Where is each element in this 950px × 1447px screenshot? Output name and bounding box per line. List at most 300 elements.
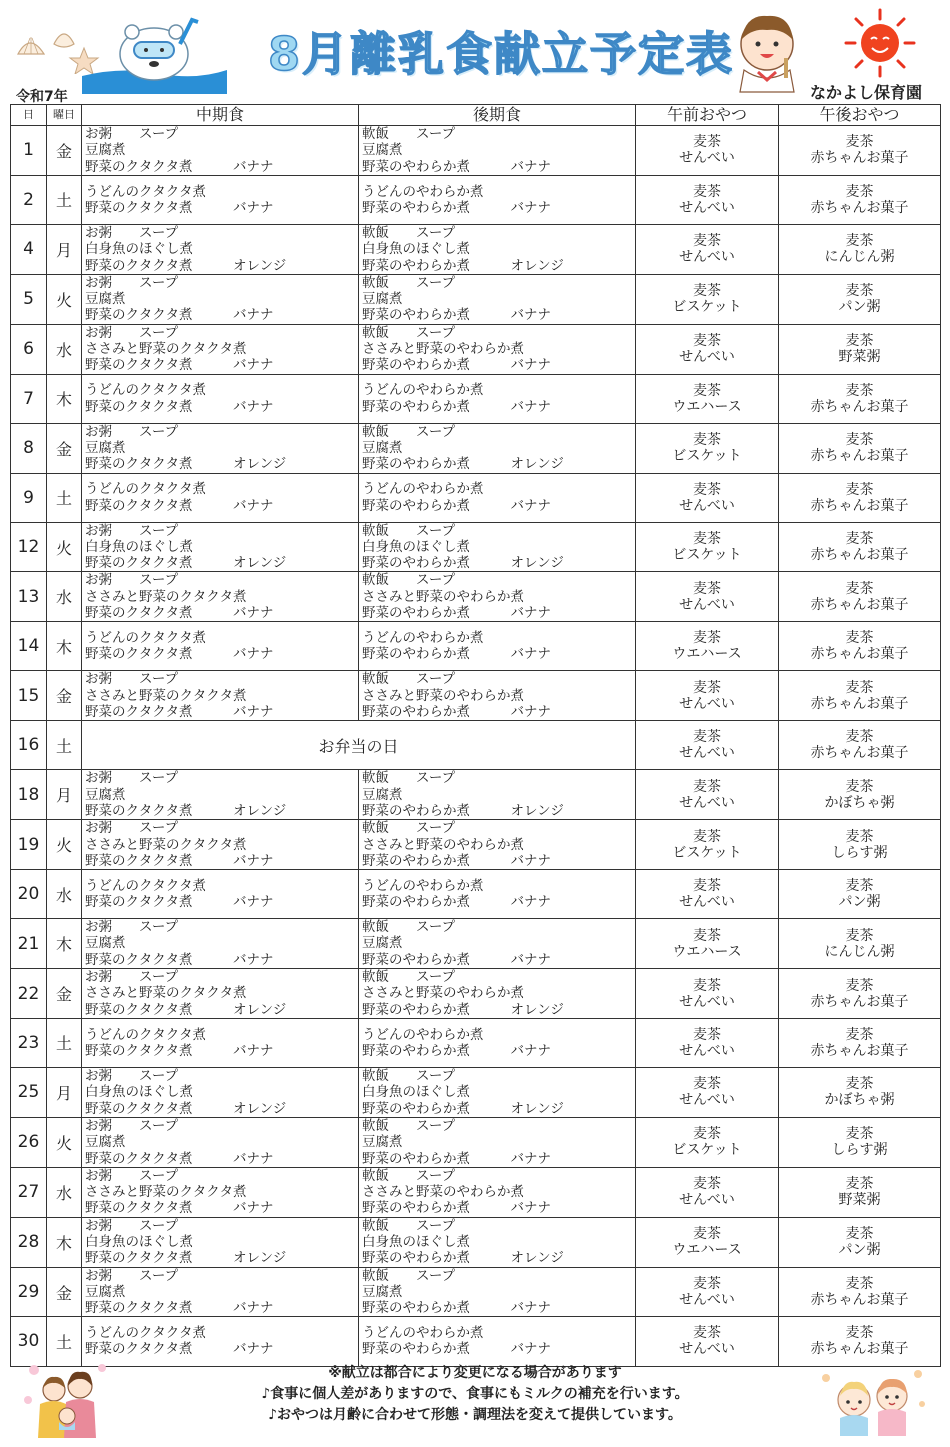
meal-line: 軟飯 スープ bbox=[362, 671, 456, 688]
meal-line: 豆腐煮 bbox=[362, 291, 403, 308]
weekday-cell: 金 bbox=[47, 969, 82, 1019]
snack-line: 麦茶 bbox=[693, 1226, 721, 1243]
meal-line: うどんのクタクタ煮 bbox=[85, 481, 206, 498]
meal-line: 野菜のやわらか煮 オレンジ bbox=[362, 555, 564, 572]
meal-line: 野菜のやわらか煮 オレンジ bbox=[362, 456, 564, 473]
weekday-cell: 月 bbox=[47, 770, 82, 820]
table-row bbox=[11, 224, 941, 274]
snack-line: せんべい bbox=[679, 794, 735, 811]
day-cell: 26 bbox=[11, 1117, 47, 1167]
snack-line: ウエハース bbox=[672, 1242, 742, 1259]
weekday-cell: 水 bbox=[47, 870, 82, 919]
pm-snack-cell bbox=[779, 374, 941, 423]
polar-bear-snorkel-icon bbox=[82, 14, 232, 94]
meal-line: 軟飯 スープ bbox=[362, 919, 456, 936]
weekday-cell: 水 bbox=[47, 324, 82, 374]
am-snack-cell bbox=[636, 175, 779, 224]
am-snack-cell bbox=[636, 721, 779, 770]
table-row bbox=[11, 274, 941, 324]
meal-line: お粥 スープ bbox=[85, 919, 179, 936]
late-stage-meal-cell bbox=[359, 1018, 636, 1067]
snack-line: 麦茶 bbox=[845, 333, 874, 350]
snack-line: 麦茶 bbox=[693, 283, 721, 300]
meal-line: 豆腐煮 bbox=[362, 1283, 403, 1300]
girl-eating-icon bbox=[722, 6, 812, 96]
late-stage-meal-cell bbox=[359, 1267, 636, 1317]
day-cell: 19 bbox=[11, 820, 47, 870]
meal-line: 野菜のやわらか煮 バナナ bbox=[362, 605, 551, 622]
smiling-sun-icon bbox=[840, 8, 920, 78]
meal-line: 野菜のやわらか煮 オレンジ bbox=[362, 802, 564, 819]
meal-line: 豆腐煮 bbox=[85, 1283, 126, 1300]
late-stage-meal-cell bbox=[359, 1117, 636, 1167]
day-cell: 8 bbox=[11, 423, 47, 473]
day-cell: 13 bbox=[11, 572, 47, 622]
meal-line: うどんのやわらか煮 bbox=[362, 382, 484, 399]
meal-line: うどんのやわらか煮 bbox=[362, 877, 484, 894]
table-row bbox=[11, 374, 941, 423]
snack-line: 麦茶 bbox=[693, 481, 721, 498]
meal-line: ささみと野菜のクタクタ煮 bbox=[85, 985, 247, 1002]
snack-line: 麦茶 bbox=[845, 679, 874, 696]
am-snack-cell bbox=[636, 1068, 779, 1118]
meal-line: 軟飯 スープ bbox=[362, 770, 456, 787]
table-row bbox=[11, 1117, 941, 1167]
meal-line: ささみと野菜のやわらか煮 bbox=[362, 985, 524, 1002]
meal-line: 豆腐煮 bbox=[85, 142, 126, 159]
middle-stage-meal-cell bbox=[82, 820, 359, 870]
late-stage-meal-cell bbox=[359, 770, 636, 820]
day-cell: 23 bbox=[11, 1018, 47, 1067]
snack-line: 赤ちゃんお菓子 bbox=[810, 448, 909, 465]
snack-line: 麦茶 bbox=[845, 183, 874, 200]
snack-line: 麦茶 bbox=[693, 1126, 721, 1143]
snack-line: ビスケット bbox=[672, 547, 742, 564]
meal-line: 野菜のクタクタ煮 バナナ bbox=[85, 605, 274, 622]
snack-line: 麦茶 bbox=[693, 1176, 721, 1193]
meal-line: 野菜のやわらか煮 バナナ bbox=[362, 307, 551, 324]
day-cell: 27 bbox=[11, 1167, 47, 1217]
table-row bbox=[11, 324, 941, 374]
middle-stage-meal-cell bbox=[82, 473, 359, 522]
meal-line: 白身魚のほぐし煮 bbox=[362, 241, 470, 258]
meal-line: ささみと野菜のクタクタ煮 bbox=[85, 1184, 247, 1201]
weekday-cell: 土 bbox=[47, 175, 82, 224]
meal-line: 野菜のやわらか煮 バナナ bbox=[362, 1200, 551, 1217]
am-snack-cell bbox=[636, 919, 779, 969]
day-cell: 1 bbox=[11, 126, 47, 176]
meal-line: 軟飯 スープ bbox=[362, 1267, 456, 1284]
snack-line: ビスケット bbox=[672, 844, 742, 861]
weekday-cell: 土 bbox=[47, 1018, 82, 1067]
am-snack-cell bbox=[636, 1217, 779, 1267]
weekday-cell: 月 bbox=[47, 224, 82, 274]
late-stage-meal-cell bbox=[359, 671, 636, 721]
snack-line: 赤ちゃんお菓子 bbox=[810, 1341, 909, 1358]
middle-stage-meal-cell bbox=[82, 1018, 359, 1067]
snack-line: 麦茶 bbox=[693, 1325, 721, 1342]
table-row bbox=[11, 870, 941, 919]
snack-line: 赤ちゃんお菓子 bbox=[810, 1042, 909, 1059]
late-stage-meal-cell bbox=[359, 622, 636, 671]
weekday-cell: 水 bbox=[47, 572, 82, 622]
snack-line: 赤ちゃんお菓子 bbox=[810, 993, 909, 1010]
day-cell: 18 bbox=[11, 770, 47, 820]
middle-stage-meal-cell bbox=[82, 175, 359, 224]
middle-stage-meal-cell bbox=[82, 374, 359, 423]
meal-line: 豆腐煮 bbox=[362, 439, 403, 456]
table-row bbox=[11, 1068, 941, 1118]
snack-line: 麦茶 bbox=[845, 233, 874, 250]
snack-line: 麦茶 bbox=[845, 1026, 874, 1043]
late-stage-meal-cell bbox=[359, 324, 636, 374]
meal-line: 野菜のクタクタ煮 バナナ bbox=[85, 307, 274, 324]
late-stage-meal-cell bbox=[359, 126, 636, 176]
meal-line: ささみと野菜のクタクタ煮 bbox=[85, 836, 247, 853]
snack-line: せんべい bbox=[679, 894, 735, 911]
weekday-cell: 土 bbox=[47, 1317, 82, 1366]
am-snack-cell bbox=[636, 969, 779, 1019]
snack-line: 赤ちゃんお菓子 bbox=[810, 199, 909, 216]
am-snack-cell bbox=[636, 572, 779, 622]
snack-line: かぼちゃ粥 bbox=[824, 794, 895, 811]
middle-stage-meal-cell bbox=[82, 671, 359, 721]
late-stage-meal-cell bbox=[359, 473, 636, 522]
meal-line: 野菜のクタクタ煮 バナナ bbox=[85, 158, 274, 175]
snack-line: 麦茶 bbox=[845, 778, 874, 795]
day-cell: 29 bbox=[11, 1267, 47, 1317]
weekday-cell: 土 bbox=[47, 473, 82, 522]
weekday-cell: 木 bbox=[47, 622, 82, 671]
snack-line: ビスケット bbox=[672, 299, 742, 316]
pm-snack-cell bbox=[779, 522, 941, 572]
meal-line: 野菜のクタクタ煮 オレンジ bbox=[85, 1001, 287, 1018]
am-snack-cell bbox=[636, 522, 779, 572]
late-stage-meal-cell bbox=[359, 175, 636, 224]
meal-line: 野菜のクタクタ煮 バナナ bbox=[85, 646, 274, 663]
bento-day-cell: お弁当の日 bbox=[82, 721, 636, 770]
snack-line: 麦茶 bbox=[693, 1076, 721, 1093]
meal-line: 豆腐煮 bbox=[85, 1134, 126, 1151]
snack-line: しらす粥 bbox=[831, 1142, 888, 1159]
meal-line: 野菜のやわらか煮 オレンジ bbox=[362, 1001, 564, 1018]
meal-line: 野菜のクタクタ煮 バナナ bbox=[85, 497, 274, 514]
table-row bbox=[11, 423, 941, 473]
weekday-cell: 水 bbox=[47, 1167, 82, 1217]
meal-line: 軟飯 スープ bbox=[362, 1117, 456, 1134]
snack-line: せんべい bbox=[679, 1341, 735, 1358]
meal-line: 豆腐煮 bbox=[362, 142, 403, 159]
meal-line: 豆腐煮 bbox=[85, 935, 126, 952]
meal-line: 野菜のクタクタ煮 バナナ bbox=[85, 1341, 274, 1358]
snack-line: 麦茶 bbox=[693, 828, 721, 845]
table-row bbox=[11, 175, 941, 224]
pm-snack-cell bbox=[779, 1167, 941, 1217]
snack-line: 麦茶 bbox=[693, 183, 721, 200]
meal-line: 野菜のやわらか煮 バナナ bbox=[362, 1042, 551, 1059]
meal-line: 野菜のクタクタ煮 バナナ bbox=[85, 1042, 274, 1059]
meal-line: うどんのクタクタ煮 bbox=[85, 630, 206, 647]
day-cell: 22 bbox=[11, 969, 47, 1019]
snack-line: 麦茶 bbox=[845, 432, 874, 449]
meal-line: 野菜のクタクタ煮 バナナ bbox=[85, 199, 274, 216]
menu-table-body bbox=[11, 126, 941, 1367]
meal-line: 野菜のクタクタ煮 バナナ bbox=[85, 1200, 274, 1217]
table-row bbox=[11, 919, 941, 969]
middle-stage-meal-cell bbox=[82, 274, 359, 324]
middle-stage-meal-cell bbox=[82, 224, 359, 274]
middle-stage-meal-cell bbox=[82, 622, 359, 671]
note-line: ※献立は都合により変更になる場合があります bbox=[328, 1365, 622, 1381]
meal-line: ささみと野菜のクタクタ煮 bbox=[85, 341, 247, 358]
day-cell: 30 bbox=[11, 1317, 47, 1366]
snack-line: 麦茶 bbox=[845, 1226, 874, 1243]
am-snack-cell bbox=[636, 274, 779, 324]
snack-line: せんべい bbox=[679, 1092, 735, 1109]
meal-line: 白身魚のほぐし煮 bbox=[85, 241, 193, 258]
meal-line: 野菜のクタクタ煮 バナナ bbox=[85, 1150, 274, 1167]
column-header-dow: 曜日 bbox=[47, 105, 82, 126]
table-row bbox=[11, 820, 941, 870]
meal-line: うどんのやわらか煮 bbox=[362, 183, 484, 200]
meal-line: 軟飯 スープ bbox=[362, 572, 456, 589]
weekday-cell: 火 bbox=[47, 522, 82, 572]
meal-line: 豆腐煮 bbox=[85, 291, 126, 308]
day-cell: 25 bbox=[11, 1068, 47, 1118]
snack-line: パン粥 bbox=[838, 894, 881, 911]
meal-line: 野菜のやわらか煮 バナナ bbox=[362, 497, 551, 514]
snack-line: 赤ちゃんお菓子 bbox=[810, 596, 909, 613]
meal-line: 野菜のやわらか煮 バナナ bbox=[362, 646, 551, 663]
late-stage-meal-cell bbox=[359, 522, 636, 572]
late-stage-meal-cell bbox=[359, 1167, 636, 1217]
late-stage-meal-cell bbox=[359, 919, 636, 969]
pm-snack-cell bbox=[779, 1217, 941, 1267]
late-stage-meal-cell bbox=[359, 1068, 636, 1118]
meal-line: 軟飯 スープ bbox=[362, 224, 456, 241]
pm-snack-cell bbox=[779, 770, 941, 820]
table-row bbox=[11, 1267, 941, 1317]
snack-line: 麦茶 bbox=[693, 233, 721, 250]
snack-line: 麦茶 bbox=[845, 1325, 874, 1342]
snack-line: 麦茶 bbox=[845, 927, 874, 944]
meal-line: 軟飯 スープ bbox=[362, 1217, 456, 1234]
snack-line: 麦茶 bbox=[693, 679, 721, 696]
meal-line: うどんのやわらか煮 bbox=[362, 630, 484, 647]
late-stage-meal-cell bbox=[359, 572, 636, 622]
meal-line: 豆腐煮 bbox=[85, 786, 126, 803]
snack-line: 麦茶 bbox=[845, 977, 874, 994]
table-row bbox=[11, 721, 941, 770]
snack-line: ウエハース bbox=[672, 646, 742, 663]
day-cell: 7 bbox=[11, 374, 47, 423]
meal-line: 豆腐煮 bbox=[85, 439, 126, 456]
day-cell: 20 bbox=[11, 870, 47, 919]
meal-line: 野菜のクタクタ煮 バナナ bbox=[85, 951, 274, 968]
pm-snack-cell bbox=[779, 622, 941, 671]
meal-line: 白身魚のほぐし煮 bbox=[362, 1084, 470, 1101]
snack-line: 麦茶 bbox=[693, 531, 721, 548]
snack-line: せんべい bbox=[679, 1192, 735, 1209]
meal-line: ささみと野菜のクタクタ煮 bbox=[85, 588, 247, 605]
snack-line: ウエハース bbox=[672, 398, 742, 415]
am-snack-cell bbox=[636, 423, 779, 473]
meal-line: うどんのクタクタ煮 bbox=[85, 183, 206, 200]
snack-line: 麦茶 bbox=[693, 878, 721, 895]
snack-line: 赤ちゃんお菓子 bbox=[810, 695, 909, 712]
meal-line: 野菜のやわらか煮 バナナ bbox=[362, 357, 551, 374]
day-cell: 28 bbox=[11, 1217, 47, 1267]
snack-line: 麦茶 bbox=[845, 1076, 874, 1093]
snack-line: 麦茶 bbox=[845, 828, 874, 845]
note-line: ♪食事に個人差がありますので、食事にもミルクの補充を行います。 bbox=[261, 1386, 689, 1402]
meal-line: 野菜のやわらか煮 バナナ bbox=[362, 894, 551, 911]
meal-line: うどんのやわらか煮 bbox=[362, 1325, 484, 1342]
era-label: 令和7年 bbox=[16, 89, 68, 105]
snack-line: 麦茶 bbox=[693, 580, 721, 597]
meal-line: 野菜のクタクタ煮 バナナ bbox=[85, 852, 274, 869]
pm-snack-cell bbox=[779, 1267, 941, 1317]
meal-line: 野菜のクタクタ煮 バナナ bbox=[85, 398, 274, 415]
meal-line: うどんのクタクタ煮 bbox=[85, 382, 206, 399]
am-snack-cell bbox=[636, 870, 779, 919]
day-cell: 14 bbox=[11, 622, 47, 671]
late-stage-meal-cell bbox=[359, 1217, 636, 1267]
meal-line: うどんのやわらか煮 bbox=[362, 1026, 484, 1043]
meal-line: 野菜のやわらか煮 オレンジ bbox=[362, 257, 564, 274]
meal-line: うどんのクタクタ煮 bbox=[85, 877, 206, 894]
column-header-am-snack: 午前おやつ bbox=[636, 105, 779, 126]
snack-line: 野菜粥 bbox=[838, 1192, 881, 1209]
middle-stage-meal-cell bbox=[82, 1117, 359, 1167]
table-row bbox=[11, 126, 941, 176]
pm-snack-cell bbox=[779, 175, 941, 224]
day-cell: 21 bbox=[11, 919, 47, 969]
late-stage-meal-cell bbox=[359, 224, 636, 274]
weekday-cell: 金 bbox=[47, 1267, 82, 1317]
meal-line: お粥 スープ bbox=[85, 1217, 179, 1234]
weekday-cell: 土 bbox=[47, 721, 82, 770]
snack-line: 麦茶 bbox=[845, 1176, 874, 1193]
snack-line: パン粥 bbox=[838, 299, 881, 316]
meal-line: お粥 スープ bbox=[85, 126, 179, 142]
am-snack-cell bbox=[636, 671, 779, 721]
meal-line: 軟飯 スープ bbox=[362, 126, 456, 142]
table-row bbox=[11, 969, 941, 1019]
snack-line: しらす粥 bbox=[831, 844, 888, 861]
snack-line: 麦茶 bbox=[693, 333, 721, 350]
am-snack-cell bbox=[636, 1267, 779, 1317]
meal-line: 野菜のやわらか煮 オレンジ bbox=[362, 1250, 564, 1267]
footer-notes bbox=[215, 1363, 735, 1426]
meal-line: 白身魚のほぐし煮 bbox=[362, 1233, 470, 1250]
weekday-cell: 火 bbox=[47, 1117, 82, 1167]
meal-line: 野菜のクタクタ煮 オレンジ bbox=[85, 555, 287, 572]
meal-line: ささみと野菜のやわらか煮 bbox=[362, 341, 524, 358]
snack-line: 麦茶 bbox=[845, 878, 874, 895]
meal-line: 白身魚のほぐし煮 bbox=[85, 538, 193, 555]
pm-snack-cell bbox=[779, 671, 941, 721]
meal-line: お粥 スープ bbox=[85, 572, 179, 589]
middle-stage-meal-cell bbox=[82, 324, 359, 374]
snack-line: 麦茶 bbox=[693, 778, 721, 795]
am-snack-cell bbox=[636, 622, 779, 671]
snack-line: 野菜粥 bbox=[838, 349, 881, 366]
table-row bbox=[11, 522, 941, 572]
meal-line: 野菜のクタクタ煮 バナナ bbox=[85, 894, 274, 911]
snack-line: 麦茶 bbox=[693, 927, 721, 944]
table-row bbox=[11, 1167, 941, 1217]
column-header-late-stage: 後期食 bbox=[359, 105, 636, 126]
meal-line: 軟飯 スープ bbox=[362, 1068, 456, 1085]
middle-stage-meal-cell bbox=[82, 770, 359, 820]
middle-stage-meal-cell bbox=[82, 1068, 359, 1118]
snack-line: 麦茶 bbox=[693, 977, 721, 994]
meal-line: 白身魚のほぐし煮 bbox=[85, 1233, 193, 1250]
snack-line: 麦茶 bbox=[845, 382, 874, 399]
meal-line: お粥 スープ bbox=[85, 820, 179, 837]
table-row bbox=[11, 473, 941, 522]
pm-snack-cell bbox=[779, 473, 941, 522]
snack-line: せんべい bbox=[679, 249, 735, 266]
middle-stage-meal-cell bbox=[82, 1267, 359, 1317]
snack-line: かぼちゃ粥 bbox=[824, 1092, 895, 1109]
snack-line: 赤ちゃんお菓子 bbox=[810, 745, 909, 762]
am-snack-cell bbox=[636, 374, 779, 423]
meal-line: 軟飯 スープ bbox=[362, 274, 456, 291]
pm-snack-cell bbox=[779, 919, 941, 969]
meal-line: 野菜のやわらか煮 バナナ bbox=[362, 852, 551, 869]
meal-line: お粥 スープ bbox=[85, 224, 179, 241]
meal-line: 野菜のクタクタ煮 バナナ bbox=[85, 1300, 274, 1317]
column-header-day: 日 bbox=[11, 105, 47, 126]
pm-snack-cell bbox=[779, 423, 941, 473]
late-stage-meal-cell bbox=[359, 870, 636, 919]
snack-line: 麦茶 bbox=[845, 580, 874, 597]
meal-line: ささみと野菜のやわらか煮 bbox=[362, 687, 524, 704]
table-row bbox=[11, 1018, 941, 1067]
pm-snack-cell bbox=[779, 572, 941, 622]
snack-line: 麦茶 bbox=[693, 630, 721, 647]
meal-line: うどんのクタクタ煮 bbox=[85, 1026, 206, 1043]
snack-line: せんべい bbox=[679, 993, 735, 1010]
page-header bbox=[0, 0, 950, 104]
school-name: なかよし保育園 bbox=[810, 83, 923, 102]
pm-snack-cell bbox=[779, 274, 941, 324]
meal-line: 野菜のクタクタ煮 オレンジ bbox=[85, 802, 287, 819]
day-cell: 16 bbox=[11, 721, 47, 770]
meal-line: ささみと野菜のやわらか煮 bbox=[362, 836, 524, 853]
snack-line: 麦茶 bbox=[693, 432, 721, 449]
meal-line: お粥 スープ bbox=[85, 324, 179, 341]
snack-line: 麦茶 bbox=[845, 729, 874, 746]
meal-line: ささみと野菜のクタクタ煮 bbox=[85, 687, 247, 704]
pm-snack-cell bbox=[779, 224, 941, 274]
snack-line: 赤ちゃんお菓子 bbox=[810, 646, 909, 663]
pm-snack-cell bbox=[779, 721, 941, 770]
day-cell: 6 bbox=[11, 324, 47, 374]
meal-line: お粥 スープ bbox=[85, 671, 179, 688]
am-snack-cell bbox=[636, 770, 779, 820]
snack-line: せんべい bbox=[679, 349, 735, 366]
day-cell: 2 bbox=[11, 175, 47, 224]
snack-line: 麦茶 bbox=[693, 1276, 721, 1293]
meal-line: 野菜のやわらか煮 バナナ bbox=[362, 398, 551, 415]
meal-line: 野菜のクタクタ煮 オレンジ bbox=[85, 1250, 287, 1267]
snack-line: 麦茶 bbox=[845, 283, 874, 300]
pm-snack-cell bbox=[779, 969, 941, 1019]
snack-line: せんべい bbox=[679, 1292, 735, 1309]
